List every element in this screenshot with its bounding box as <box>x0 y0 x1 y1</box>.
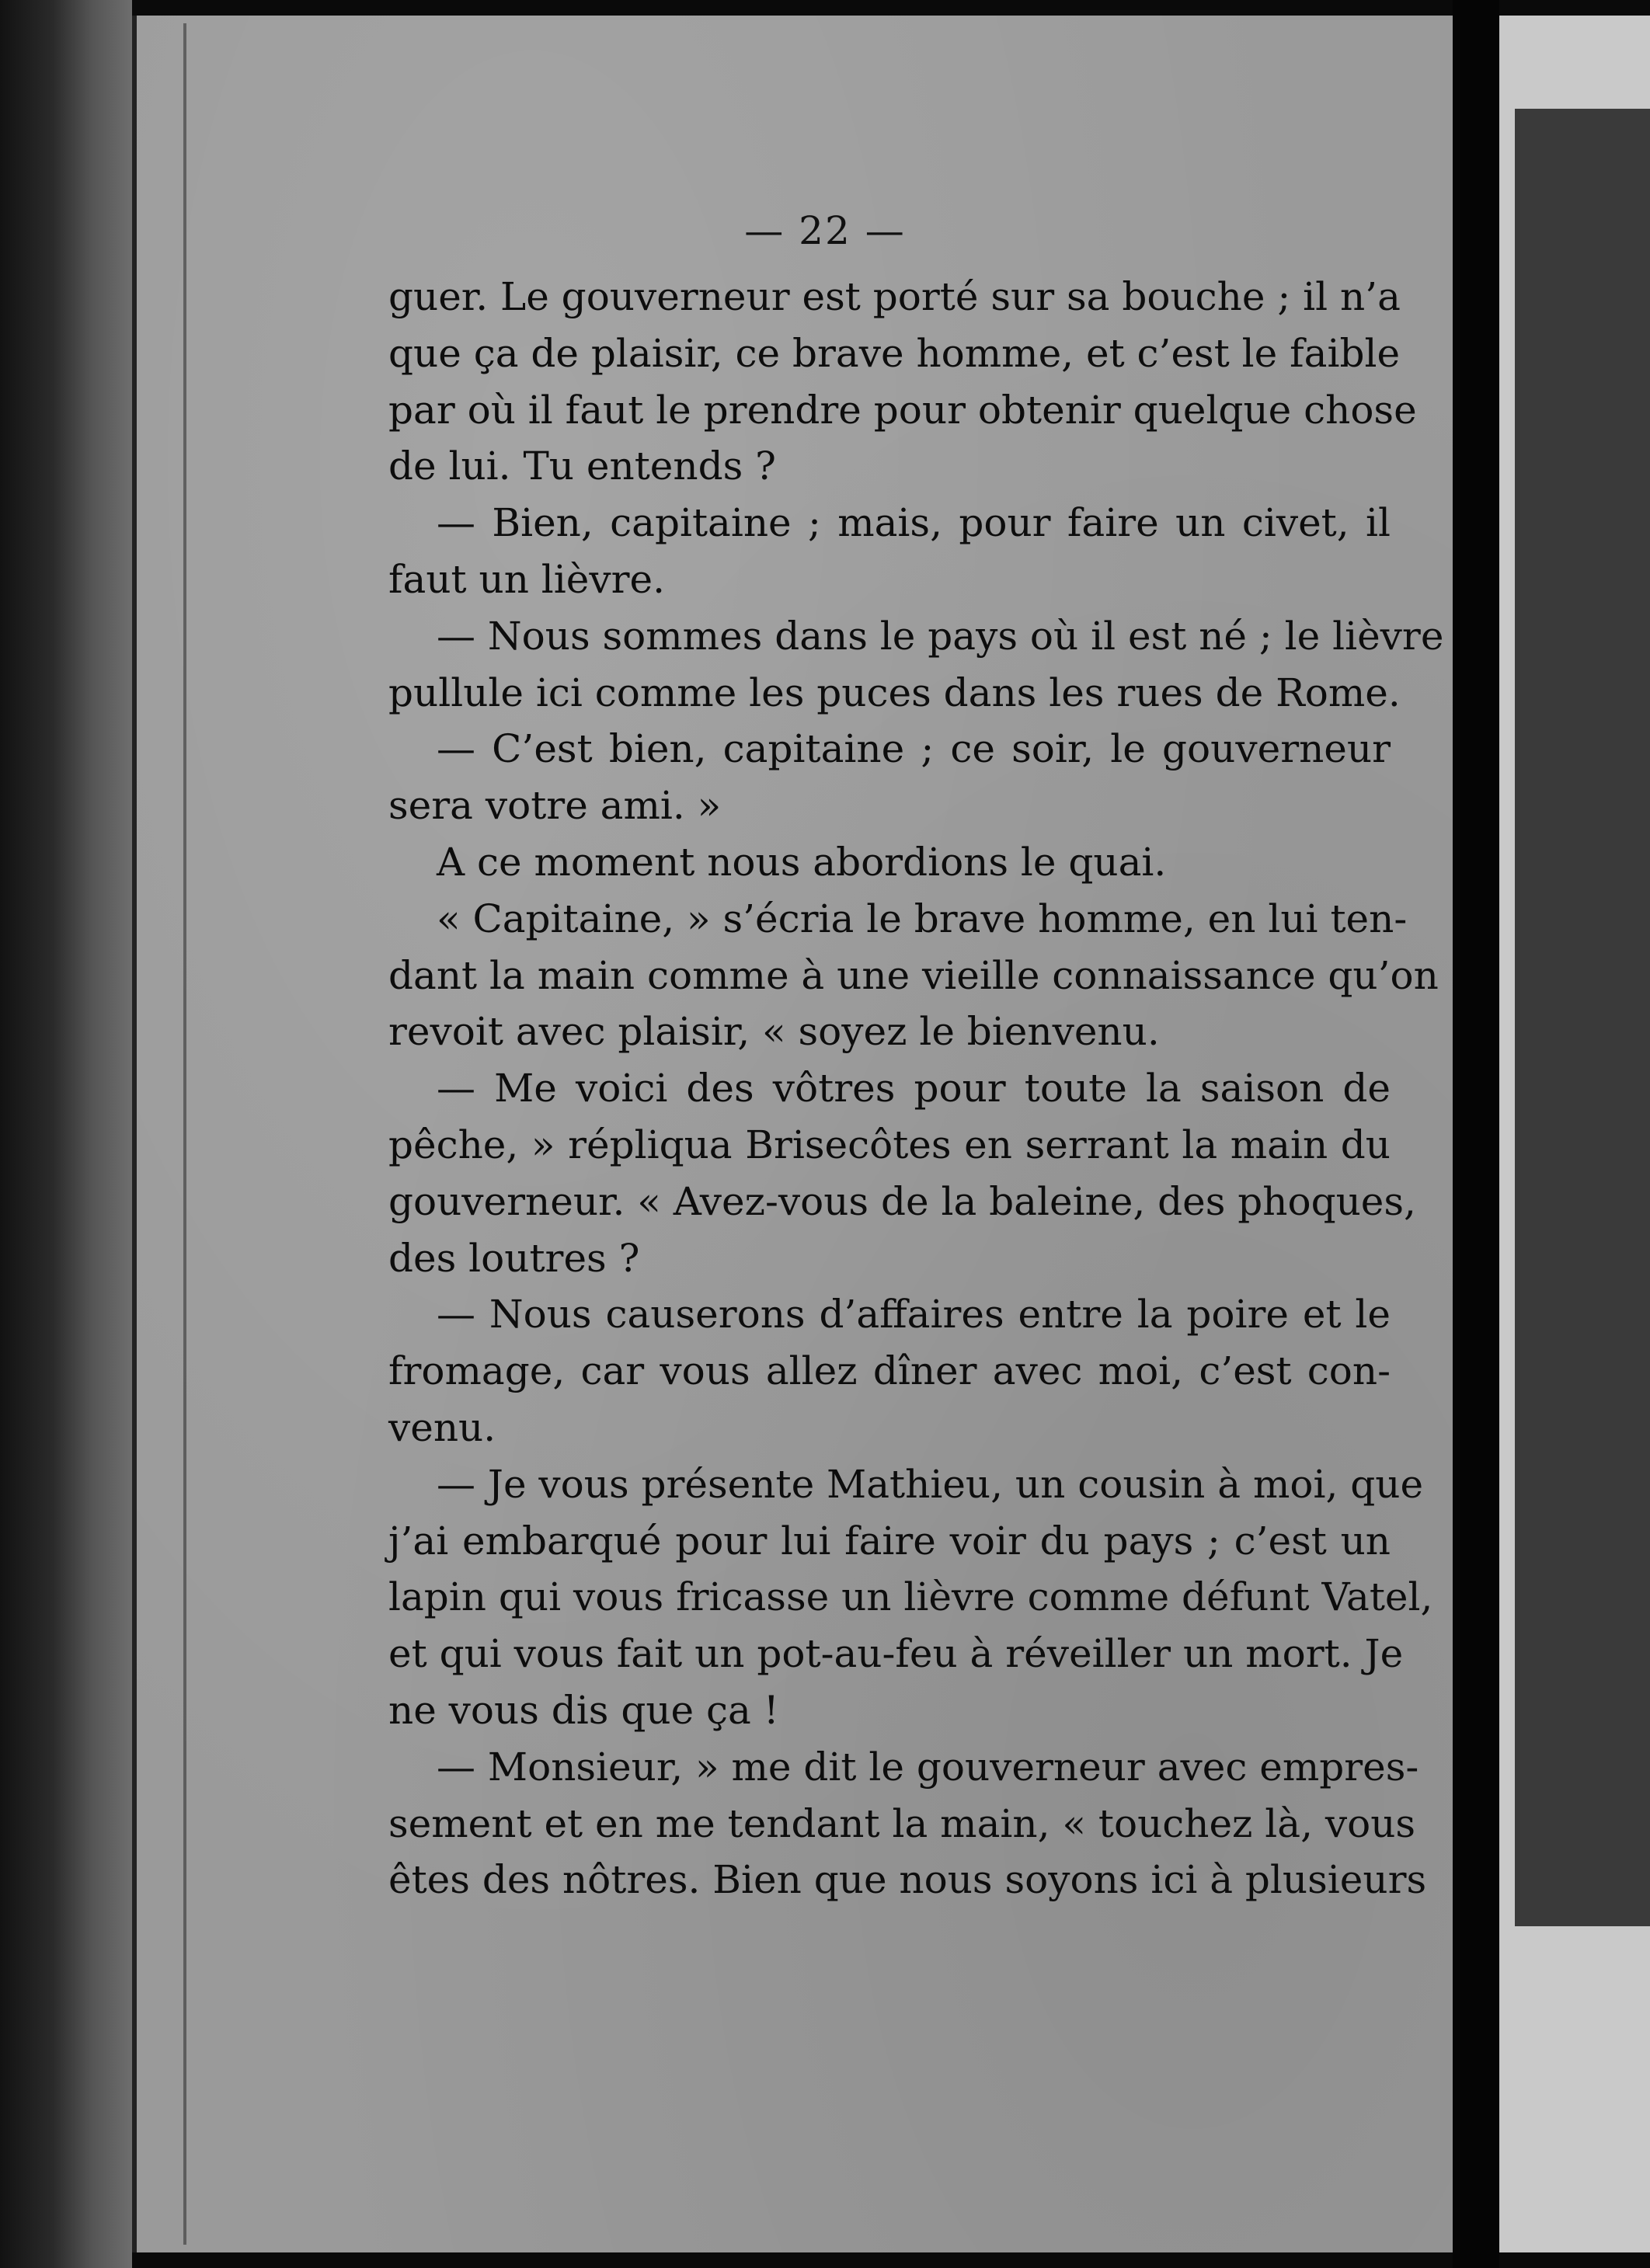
text-line: revoit avec plaisir, « soyez le bienvenu. <box>388 1009 1160 1055</box>
text-line: des loutres ? <box>388 1235 640 1281</box>
book-left-edge <box>0 0 132 2268</box>
text-line: gouverneur. « Avez-vous de la baleine, des phoques, <box>388 1178 1416 1224</box>
text-line: — Nous sommes dans le pays où il est né ; le lièvre <box>437 613 1444 659</box>
text-line: et qui vous fait un pot-au-feu à réveiller un mort. Je <box>388 1631 1404 1677</box>
text-line: — Je vous présente Mathieu, un cousin à moi, que <box>437 1461 1424 1507</box>
text-line: — Nous causerons d’affaires entre la poire et le <box>437 1292 1391 1337</box>
text-line: — C’est bien, capitaine ; ce soir, le gouverneur <box>437 726 1391 772</box>
text-line: — Bien, capitaine ; mais, pour faire un civet, il <box>437 500 1391 546</box>
facing-page-edge <box>1499 16 1650 2252</box>
text-line: que ça de plaisir, ce brave homme, et c’est le faible <box>388 330 1401 376</box>
text-line: « Capitaine, » s’écria le brave homme, en lui ten- <box>437 896 1408 941</box>
text-line: sera votre ami. » <box>388 783 722 829</box>
text-line: de lui. Tu entends ? <box>388 444 776 489</box>
text-line: pêche, » répliqua Brisecôtes en serrant la main du <box>388 1122 1391 1167</box>
text-line: — Me voici des vôtres pour toute la saison de <box>437 1066 1391 1111</box>
text-line: lapin qui vous fricasse un lièvre comme défunt Vatel, <box>388 1574 1433 1620</box>
text-line: — Monsieur, » me dit le gouverneur avec empres- <box>437 1744 1419 1790</box>
text-line: ne vous dis que ça ! <box>388 1687 779 1733</box>
text-line: faut un lièvre. <box>388 556 666 602</box>
text-line: par où il faut le prendre pour obtenir quelque chose <box>388 387 1417 433</box>
page-right-shadow <box>1453 0 1499 2268</box>
text-line: sement et en me tendant la main, « touchez là, vous <box>388 1800 1416 1846</box>
page-text <box>388 269 1444 1908</box>
text-line: venu. <box>388 1404 496 1450</box>
page-gutter-rule <box>183 23 186 2245</box>
text-line: guer. Le gouverneur est porté sur sa bouche ; il n’a <box>388 274 1401 319</box>
text-line: fromage, car vous allez dîner avec moi, c’est con- <box>388 1348 1391 1394</box>
text-line: êtes des nôtres. Bien que nous soyons ici à plusieurs <box>388 1857 1427 1903</box>
text-line: pullule ici comme les puces dans les rues de Rome. <box>388 670 1401 715</box>
text-line: A ce moment nous abordions le quai. <box>437 839 1167 885</box>
text-line: j’ai embarqué pour lui faire voir du pays ; c’est un <box>388 1518 1391 1564</box>
text-line: dant la main comme à une vieille connaissance qu’on <box>388 952 1439 998</box>
page-number: — 22 — <box>744 208 906 253</box>
facing-page-dark-panel <box>1515 109 1650 1926</box>
